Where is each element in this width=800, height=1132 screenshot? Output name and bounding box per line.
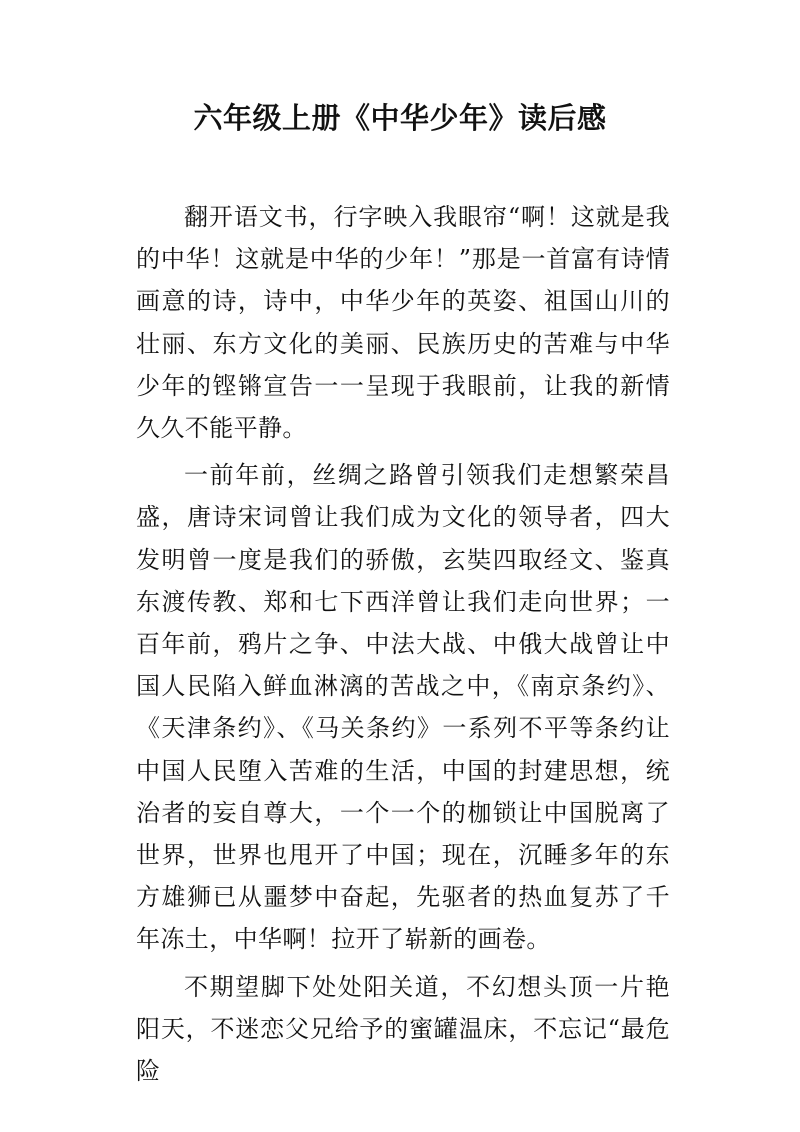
document-body (136, 196, 670, 1097)
document-title: 六年级上册《中华少年》读后感 (193, 101, 607, 135)
paragraph-1: 翻开语文书，行字映入我眼帘“啊！这就是我的中华！这就是中华的少年！”那是一首富有诗情画意的诗，诗中，中华少年的英姿、祖国山川的壮丽、东方文化的美丽、民族历史的苦难与中华少年的铿锵宣告一一呈现于我眼前，让我的新情久久不能平静。 (136, 203, 670, 443)
paragraph-2: 一前年前，丝绸之路曾引领我们走想繁荣昌盛，唐诗宋词曾让我们成为文化的领导者，四大发明曾一度是我们的骄傲，玄奘四取经文、鉴真东渡传教、郑和七下西洋曾让我们走向世界；一百年前，鸦片之争、中法大战、中俄大战曾让中国人民陷入鲜血淋漓的苦战之中，《南京条约》、《天津条约》、《马关条约》一系列不平等条约让中国人民堕入苦难的生活，中国的封建思想，统治者的妄自尊大，一个一个的枷锁让中国脱离了世界，世界也甩开了中国；现在，沉睡多年的东方雄狮已从噩梦中奋起，先驱者的热血复苏了千年冻土，中华啊！拉开了崭新的画卷。 (136, 461, 670, 954)
paragraph-3: 不期望脚下处处阳关道，不幻想头顶一片艳阳天，不迷恋父兄给予的蜜罐温床，不忘记“最危险 (136, 972, 670, 1086)
